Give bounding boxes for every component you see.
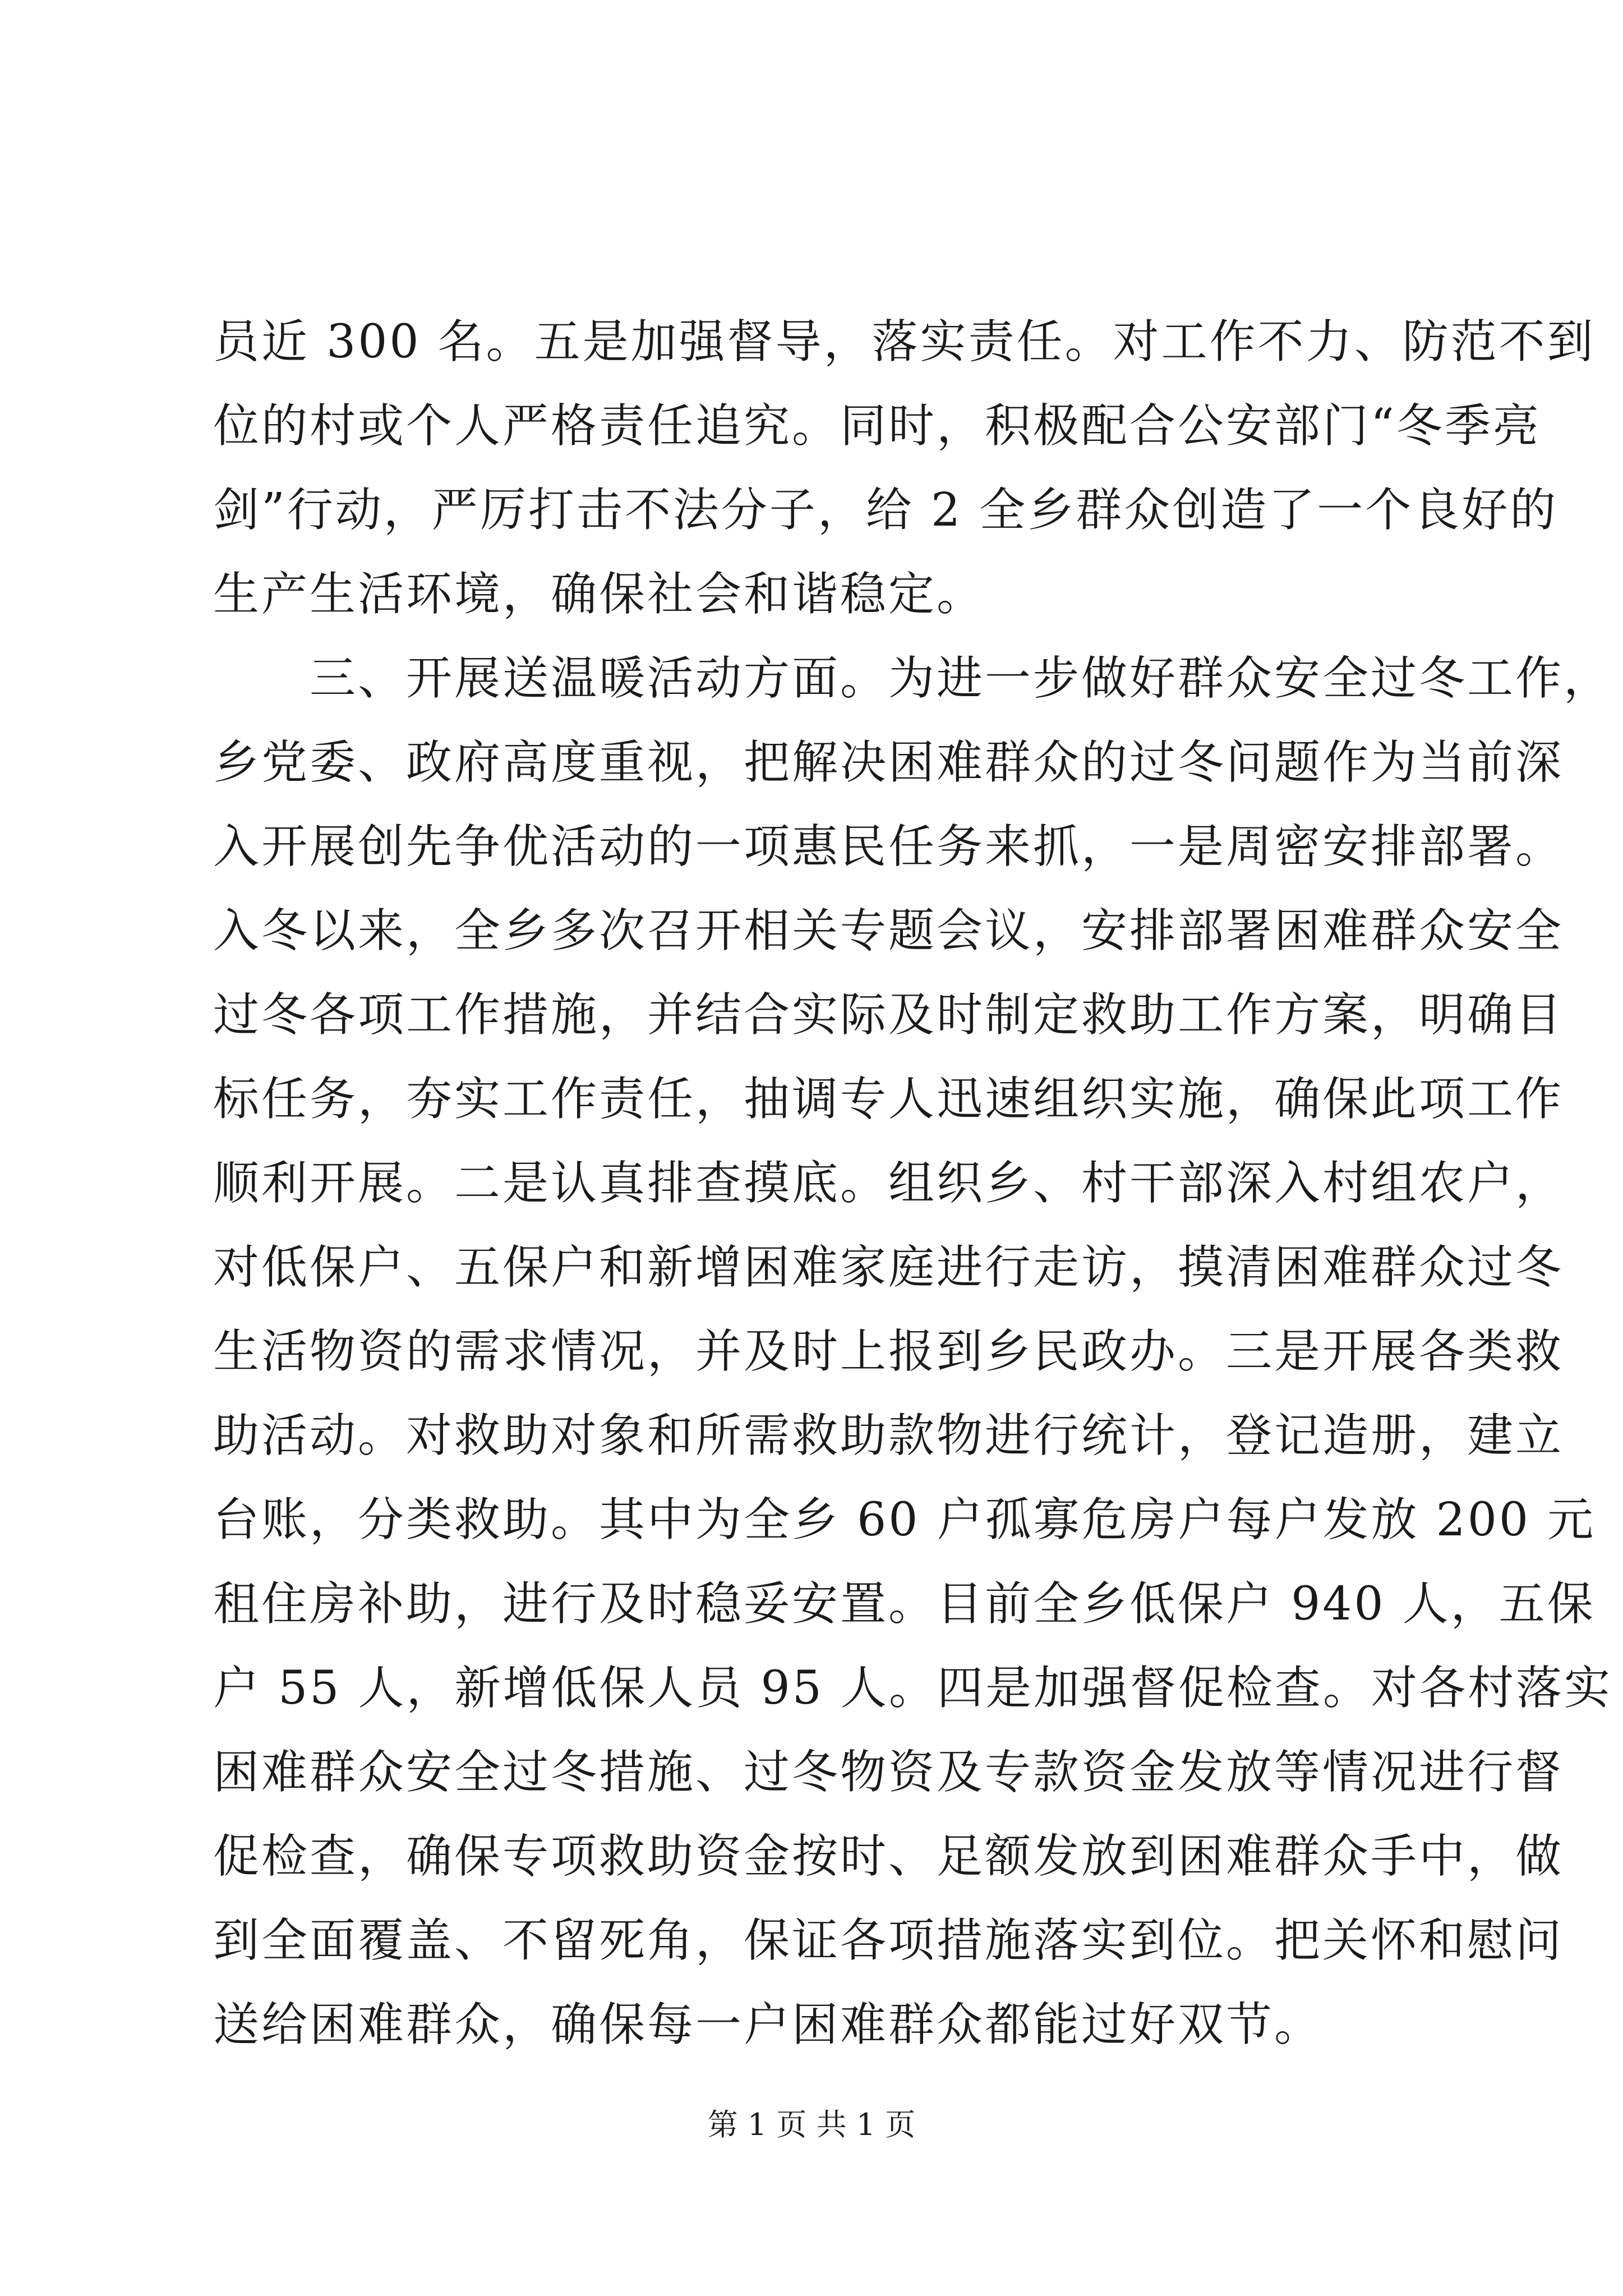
text-line: 生活物资的需求情况，并及时上报到乡民政办。三是开展各类救 [213, 1325, 1564, 1378]
text-line: 三、开展送温暖活动方面。为进一步做好群众安全过冬工作， [213, 652, 1612, 705]
text-line: 生产生活环境，确保社会和谐稳定。 [213, 568, 985, 621]
text-line: 送给困难群众，确保每一户困难群众都能过好双节。 [213, 1998, 1323, 2051]
text-line: 助活动。对救助对象和所需救助款物进行统计，登记造册，建立 [213, 1409, 1564, 1462]
text-line: 台账，分类救助。其中为全乡 60 户孤寡危房户每户发放 200 元 [213, 1493, 1596, 1547]
text-line: 过冬各项工作措施，并结合实际及时制定救助工作方案，明确目 [213, 988, 1564, 1042]
text-line: 员近 300 名。五是加强督导，落实责任。对工作不力、防范不到 [213, 315, 1596, 369]
text-line: 顺利开展。二是认真排查摸底。组织乡、村干部深入村组农户， [213, 1157, 1564, 1210]
text-line: 剑”行动，严厉打击不法分子，给 2 全乡群众创造了一个良好的 [213, 484, 1559, 537]
text-line: 促检查，确保专项救助资金按时、足额发放到困难群众手中，做 [213, 1830, 1564, 1883]
text-line: 入开展创先争优活动的一项惠民任务来抓，一是周密安排部署。 [213, 820, 1564, 873]
text-line: 位的村或个人严格责任追究。同时，积极配合公安部门“冬季亮 [213, 399, 1541, 453]
page-footer: 第 1 页 共 1 页 [707, 2107, 916, 2142]
text-line: 户 55 人，新增低保人员 95 人。四是加强督促检查。对各村落实 [213, 1662, 1612, 1715]
text-line: 对低保户、五保户和新增困难家庭进行走访，摸清困难群众过冬 [213, 1241, 1564, 1294]
text-line: 到全面覆盖、不留死角，保证各项措施落实到位。把关怀和慰问 [213, 1914, 1564, 1967]
text-line: 入冬以来，全乡多次召开相关专题会议，安排部署困难群众安全 [213, 904, 1564, 958]
text-line: 乡党委、政府高度重视，把解决困难群众的过冬问题作为当前深 [213, 736, 1564, 789]
text-line: 标任务，夯实工作责任，抽调专人迅速组织实施，确保此项工作 [213, 1073, 1564, 1126]
body-text [213, 300, 1612, 2067]
text-line: 困难群众安全过冬措施、过冬物资及专款资金发放等情况进行督 [213, 1746, 1564, 1799]
text-line: 租住房补助，进行及时稳妥安置。目前全乡低保户 940 人，五保 [213, 1577, 1596, 1631]
